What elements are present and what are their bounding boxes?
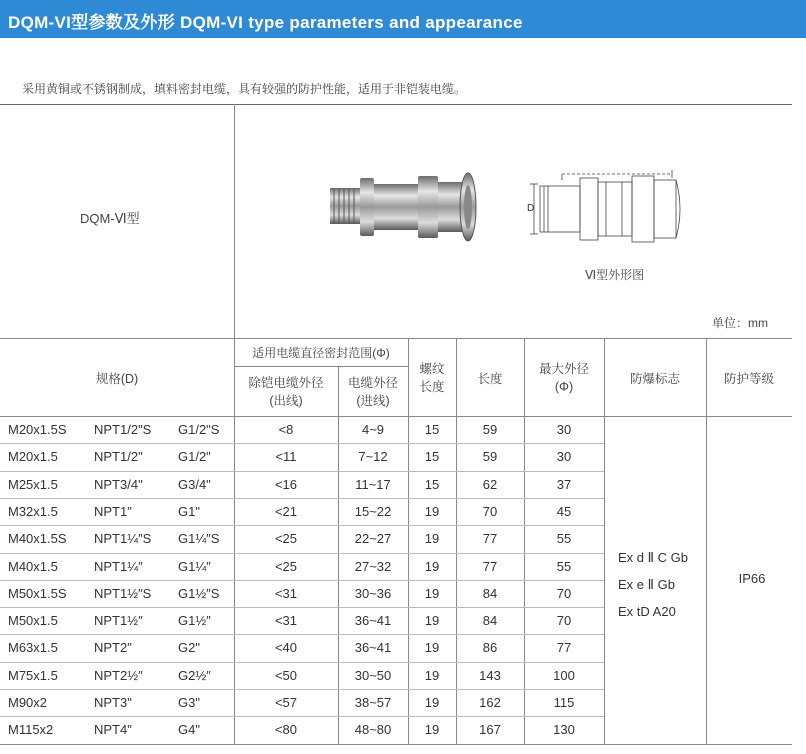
table-cell-m: M40x1.5S [8, 531, 67, 547]
table-cell-out: <11 [275, 449, 297, 465]
table-cell-npt: NPT1¼″S [94, 531, 152, 547]
table-cell-npt: NPT1" [94, 503, 132, 519]
table-cell-out: <25 [274, 558, 298, 574]
table-cell-len: 77 [482, 558, 498, 574]
table-cell-g: G1½″ [178, 613, 211, 629]
table-cell-npt: NPT2" [94, 640, 132, 656]
table-cell-thread: 15 [424, 422, 440, 437]
table-cell-out: <31 [274, 585, 298, 601]
table-cell-len: 62 [482, 476, 498, 492]
table-cell-out: <25 [274, 531, 298, 547]
table-cell-npt: NPT1/2" [94, 449, 143, 465]
ex-mark-item: Ex tD A20 [618, 604, 676, 619]
table-cell-len: 84 [482, 585, 498, 601]
header-cable-range: 适用电缆直径密封范围(Φ) [252, 346, 390, 360]
table-cell-thread: 19 [424, 613, 440, 629]
table-cell-od: 55 [556, 558, 572, 574]
row-divider [0, 716, 604, 717]
table-cell-thread: 19 [424, 667, 440, 683]
table-cell-len: 77 [482, 531, 498, 547]
row-divider [0, 553, 604, 554]
table-cell-m: M50x1.5 [8, 613, 58, 629]
table-cell-od: 100 [553, 667, 575, 683]
figure-caption: Ⅵ型外形图 [585, 268, 645, 282]
table-cell-out: <40 [274, 640, 298, 656]
table-cell-m: M32x1.5 [8, 503, 58, 519]
table-cell-g: G1¼″ [178, 558, 211, 574]
table-cell-in: 36~41 [354, 613, 392, 629]
table-cell-in: 15~22 [354, 503, 392, 519]
row-divider [0, 498, 604, 499]
table-cell-g: G1/2"S [178, 422, 220, 437]
table-cell-out: <21 [274, 503, 298, 519]
model-label: DQM-Ⅵ型 [80, 211, 140, 226]
table-cell-thread: 19 [424, 722, 440, 738]
row-divider [0, 471, 604, 472]
table-cell-in: 38~57 [354, 695, 392, 710]
table-cell-m: M75x1.5 [8, 667, 58, 683]
header-thread-length: 螺纹 长度 [419, 362, 445, 394]
row-divider [0, 443, 604, 444]
table-cell-len: 162 [479, 695, 501, 710]
table-cell-od: 45 [556, 503, 572, 519]
subheader-line [234, 366, 408, 367]
table-bottom-line [0, 744, 792, 745]
table-cell-out: <16 [274, 476, 298, 492]
table-cell-thread: 19 [424, 503, 440, 519]
table-cell-len: 70 [482, 503, 498, 519]
table-cell-thread: 19 [424, 558, 440, 574]
table-cell-m: M25x1.5 [8, 476, 58, 492]
table-cell-thread: 15 [424, 449, 440, 465]
header-ex-mark: 防爆标志 [629, 372, 680, 386]
table-cell-m: M115x2 [8, 722, 54, 738]
table-cell-out: <80 [274, 722, 298, 738]
table-cell-len: 59 [482, 422, 498, 437]
unit-label: 单位：mm [712, 316, 768, 330]
table-cell-thread: 19 [424, 695, 440, 710]
ex-mark-item: Ex e Ⅱ Gb [618, 577, 675, 592]
table-cell-npt: NPT3/4" [94, 476, 143, 492]
table-cell-od: 37 [556, 476, 572, 492]
row-divider [0, 634, 604, 635]
table-cell-od: 30 [556, 449, 572, 465]
table-cell-in: 22~27 [354, 531, 392, 547]
table-cell-od: 70 [556, 585, 572, 601]
table-cell-od: 55 [556, 531, 572, 547]
ip-rating: IP66 [738, 571, 766, 586]
row-divider [0, 689, 604, 690]
row-divider [0, 607, 604, 608]
table-cell-m: M40x1.5 [8, 558, 58, 574]
table-cell-g: G1¼″S [178, 531, 220, 547]
table-cell-g: G1" [178, 503, 200, 519]
table-cell-od: 130 [553, 722, 575, 738]
ex-mark-item: Ex d Ⅱ C Gb [618, 550, 688, 565]
table-cell-in: 30~50 [354, 667, 392, 683]
table-cell-out: <57 [274, 695, 298, 710]
col-divider [604, 338, 605, 744]
header-max-od: 最大外径 (Φ) [538, 362, 589, 394]
table-cell-in: 48~80 [354, 722, 392, 738]
table-cell-len: 59 [482, 449, 498, 465]
outline-drawing [522, 164, 692, 244]
table-cell-len: 143 [479, 667, 501, 683]
table-cell-out: <8 [278, 422, 294, 437]
table-cell-m: M20x1.5S [8, 422, 67, 437]
table-cell-thread: 15 [424, 476, 440, 492]
header-outer-in: 电缆外径 (进线) [347, 376, 398, 408]
table-cell-out: <50 [274, 667, 298, 683]
table-cell-m: M50x1.5S [8, 585, 67, 601]
table-cell-in: 4~9 [361, 422, 385, 437]
table-cell-npt: NPT4" [94, 722, 132, 738]
table-cell-thread: 19 [424, 585, 440, 601]
table-cell-g: G1½″S [178, 585, 220, 601]
table-cell-g: G2½″ [178, 667, 211, 683]
table-cell-npt: NPT1½″ [94, 613, 143, 629]
table-cell-out: <31 [274, 613, 298, 629]
header-length: 长度 [477, 372, 503, 386]
table-cell-npt: NPT1¼″ [94, 558, 143, 574]
table-cell-g: G3" [178, 695, 200, 710]
ex-marks [618, 544, 688, 625]
table-cell-in: 36~41 [354, 640, 392, 656]
table-cell-npt: NPT3" [94, 695, 132, 710]
table-cell-g: G1/2" [178, 449, 211, 465]
table-top-line [0, 338, 792, 339]
col-divider [706, 338, 707, 744]
header-bottom-line [0, 416, 792, 417]
table-cell-in: 27~32 [354, 558, 392, 574]
table-cell-in: 7~12 [358, 449, 388, 465]
table-cell-in: 30~36 [354, 585, 392, 601]
row-divider [0, 662, 604, 663]
header-spec: 规格(D) [95, 372, 139, 386]
intro-text: 采用黄铜或不锈钢制成，填料密封电缆，具有较强的防护性能，适用于非铠装电缆。 [22, 82, 467, 96]
table-cell-len: 167 [479, 722, 501, 738]
table-cell-in: 11~17 [355, 476, 391, 492]
product-photo [326, 168, 486, 248]
table-cell-thread: 19 [424, 531, 440, 547]
table-cell-npt: NPT1½″S [94, 585, 152, 601]
row-divider [0, 525, 604, 526]
table-cell-len: 84 [482, 613, 498, 629]
table-cell-od: 115 [553, 695, 575, 710]
top-divider [0, 104, 792, 105]
table-cell-m: M20x1.5 [8, 449, 58, 465]
dimension-label: D [527, 203, 535, 214]
header-outer-out: 除铠电缆外径 (出线) [248, 376, 324, 408]
table-cell-g: G3/4" [178, 476, 211, 492]
table-cell-thread: 19 [424, 640, 440, 656]
table-cell-m: M63x1.5 [8, 640, 58, 656]
page-title: DQM-VI型参数及外形 DQM-VI type parameters and appearance [8, 13, 523, 32]
table-cell-m: M90x2 [8, 695, 48, 710]
table-cell-npt: NPT1/2"S [94, 422, 152, 437]
table-cell-od: 77 [556, 640, 572, 656]
table-cell-len: 86 [482, 640, 498, 656]
table-cell-g: G2" [178, 640, 200, 656]
row-divider [0, 580, 604, 581]
table-cell-npt: NPT2½″ [94, 667, 143, 683]
table-cell-g: G4" [178, 722, 200, 738]
table-cell-od: 30 [556, 422, 572, 437]
table-cell-od: 70 [556, 613, 572, 629]
header-ip: 防护等级 [723, 372, 774, 386]
